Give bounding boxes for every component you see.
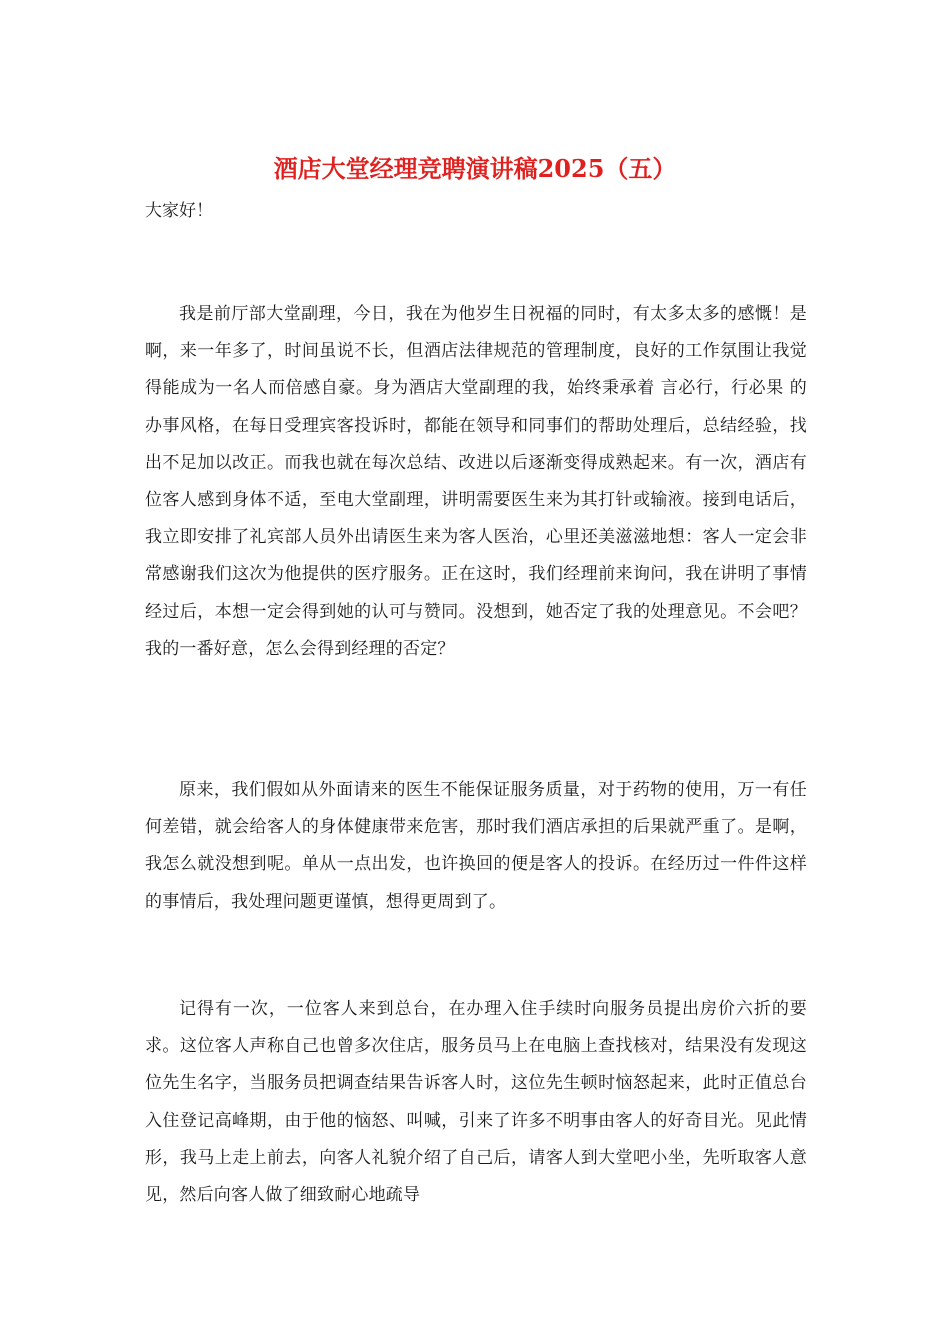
document-title: 酒店大堂经理竞聘演讲稿2025（五） — [273, 154, 677, 183]
body-paragraph-1: 我是前厅部大堂副理，今日，我在为他岁生日祝福的同时，有太多太多的感慨！是啊，来一年多了，时间虽说不长，但酒店法律规范的管理制度，良好的工作氛围让我觉得能成为一名人而倍感自豪。身为酒店大堂副理的我，始终秉承着 言必行，行必果 的办事风格，在每日受理宾客投诉时，都能在领导和同事们的帮助处理后，总结经验，找出不足加以改正。而我也就在每次总结、改进以后逐渐变得成熟起来。有一次，酒店有位客人感到身体不适，至电大堂副理，讲明需要医生来为其打针或输液。接到电话后，我立即安排了礼宾部人员外出请医生来为客人医治，心里还美滋滋地想：客人一定会非常感谢我们这次为他提供的医疗服务。正在这时，我们经理前来询问，我在讲明了事情经过后，本想一定会得到她的认可与赞同。没想到，她否定了我的处理意见。不会吧？我的一番好意，怎么会得到经理的否定？ — [145, 304, 807, 659]
body-paragraph-3: 记得有一次，一位客人来到总台，在办理入住手续时向服务员提出房价六折的要求。这位客人声称自己也曾多次住店，服务员马上在电脑上查找核对，结果没有发现这位先生名字，当服务员把调查结果告诉客人时，这位先生顿时恼怒起来，此时正值总台入住登记高峰期，由于他的恼怒、叫喊，引来了许多不明事由客人的好奇目光。见此情形，我马上走上前去，向客人礼貌介绍了自己后，请客人到大堂吧小坐，先听取客人意见，然后向客人做了细致耐心地疏导 — [145, 999, 807, 1206]
greeting-line: 大家好！ — [145, 201, 213, 221]
body-paragraph-2: 原来，我们假如从外面请来的医生不能保证服务质量，对于药物的使用，万一有任何差错，就会给客人的身体健康带来危害，那时我们酒店承担的后果就严重了。是啊，我怎么就没想到呢。单从一点出发，也许换回的便是客人的投诉。在经历过一件件这样的事情后，我处理问题更谨慎，想得更周到了。 — [145, 780, 807, 912]
